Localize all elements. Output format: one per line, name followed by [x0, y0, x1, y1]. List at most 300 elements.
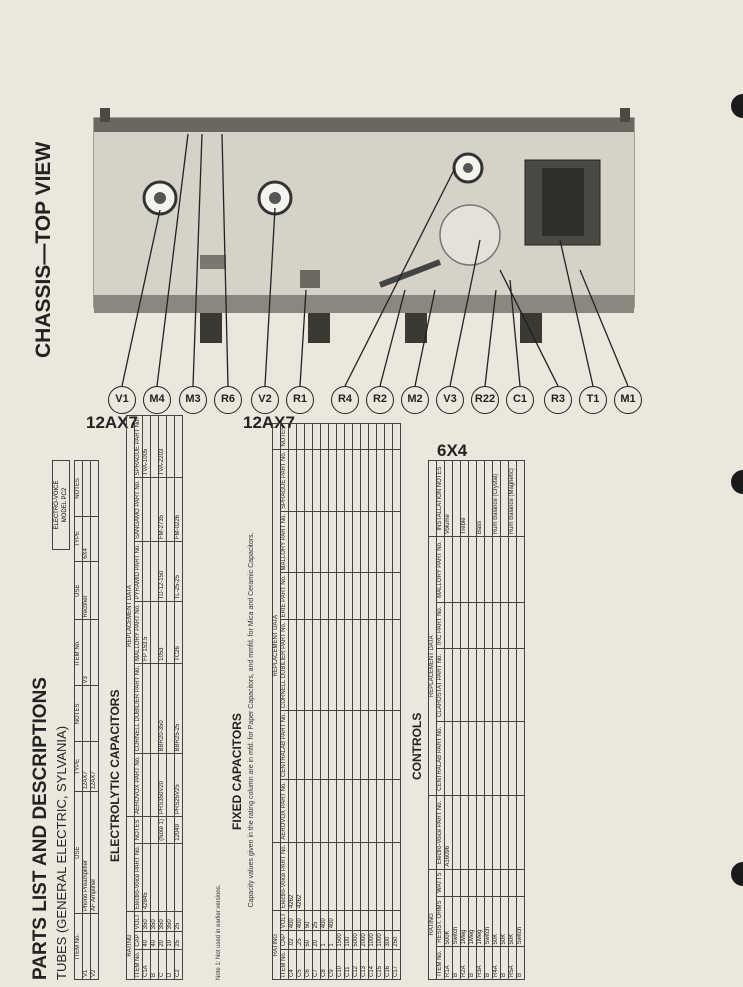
- table-cell: [297, 423, 305, 449]
- table-row: [353, 423, 361, 979]
- table-cell: [361, 842, 369, 910]
- table-cell: [151, 478, 159, 542]
- column-header: CLAROSTAT PART No.: [437, 649, 445, 722]
- table-cell: [393, 511, 401, 572]
- table-cell: [83, 686, 91, 742]
- table-cell: 1: [329, 931, 337, 949]
- table-cell: 50K: [501, 896, 509, 947]
- table-cell: 1: [321, 931, 329, 949]
- table-cell: [469, 603, 477, 649]
- table-cell: [297, 449, 305, 511]
- table-cell: [337, 780, 345, 843]
- table-cell: [361, 710, 369, 779]
- table-cell: [353, 573, 361, 620]
- table-row: [517, 461, 525, 980]
- table-cell: 50K: [509, 896, 517, 947]
- table-cell: Switch: [453, 896, 461, 947]
- table-cell: 400: [329, 911, 337, 931]
- fixed-repl-group: REPLACEMENT DATA: [273, 449, 281, 842]
- table-cell: [509, 537, 517, 603]
- table-cell: R3A: [477, 947, 485, 980]
- table-cell: [501, 461, 509, 537]
- table-cell: [509, 722, 517, 796]
- electrolytic-title: ELECTROLYTIC CAPACITORS: [108, 689, 122, 862]
- table-row: [469, 461, 477, 980]
- callout-r3: R3: [544, 386, 572, 414]
- table-row: [361, 423, 369, 979]
- model-box: ELECTRO-VOICE MODEL PC2: [52, 460, 70, 550]
- table-row: [159, 415, 167, 979]
- table-cell: [385, 620, 393, 710]
- table-cell: [345, 710, 353, 779]
- table-cell: [91, 516, 99, 561]
- table-cell: [501, 722, 509, 796]
- table-cell: [461, 603, 469, 649]
- table-cell: PRS25V25: [175, 754, 183, 817]
- table-cell: 250: [393, 931, 401, 949]
- table-cell: [393, 911, 401, 931]
- table-cell: [493, 722, 501, 796]
- table-cell: [361, 780, 369, 843]
- table-cell: [485, 796, 493, 869]
- table-row: [289, 423, 297, 979]
- table-cell: [329, 710, 337, 779]
- table-cell: [143, 663, 151, 753]
- table-cell: [445, 649, 453, 722]
- column-header: NOTES: [75, 461, 83, 517]
- binder-hole: [731, 94, 743, 118]
- table-cell: [485, 722, 493, 796]
- table-cell: [345, 842, 353, 910]
- column-header: VOLT: [281, 911, 289, 931]
- table-cell: [453, 722, 461, 796]
- table-cell: [345, 573, 353, 620]
- table-cell: [469, 649, 477, 722]
- column-header: MALLORY PART No.: [135, 602, 143, 663]
- fixed-caption: Capacity values given in the rating column are in mfd. for Paper Capacitors, and mmfd. for Mica and Ceramic Capacitors.: [248, 532, 255, 908]
- table-row: [91, 461, 99, 980]
- table-cell: C16: [385, 949, 393, 979]
- table-cell: [393, 573, 401, 620]
- table-cell: [305, 710, 313, 779]
- table-cell: [297, 573, 305, 620]
- table-cell: [393, 449, 401, 511]
- table-cell: [151, 602, 159, 663]
- table-cell: [143, 817, 151, 844]
- table-cell: [477, 649, 485, 722]
- table-cell: [305, 780, 313, 843]
- table-cell: TC26: [175, 602, 183, 663]
- table-cell: [377, 511, 385, 572]
- table-cell: AF Amplifier: [91, 792, 99, 914]
- table-cell: [313, 620, 321, 710]
- table-cell: [313, 449, 321, 511]
- callout-m2: M2: [401, 386, 429, 414]
- table-cell: [453, 537, 461, 603]
- table-row: [337, 423, 345, 979]
- column-header: PYRAMID PART No.: [135, 542, 143, 602]
- table-cell: [477, 722, 485, 796]
- table-cell: 350: [143, 912, 151, 932]
- table-cell: 12AX7: [91, 742, 99, 792]
- column-header: ITEM No.: [135, 949, 143, 979]
- table-cell: [369, 911, 377, 931]
- table-cell: 6X4: [83, 516, 91, 561]
- table-cell: 20: [313, 931, 321, 949]
- table-cell: [445, 537, 453, 603]
- table-row: [393, 423, 401, 979]
- table-cell: 42845: [143, 843, 151, 911]
- electrolytic-table: [126, 415, 183, 980]
- table-cell: 1500: [337, 931, 345, 949]
- table-cell: 1053: [159, 602, 167, 663]
- table-cell: B: [501, 947, 509, 980]
- table-cell: 25: [313, 911, 321, 931]
- table-cell: [329, 449, 337, 511]
- table-cell: [337, 573, 345, 620]
- table-cell: [393, 620, 401, 710]
- table-cell: [289, 620, 297, 710]
- table-cell: [167, 542, 175, 602]
- table-cell: [385, 710, 393, 779]
- table-cell: [385, 911, 393, 931]
- column-header: NOTES: [281, 423, 289, 449]
- table-cell: [91, 461, 99, 517]
- table-cell: [501, 649, 509, 722]
- table-cell: C11: [345, 949, 353, 979]
- table-cell: [167, 478, 175, 542]
- table-cell: C1A: [143, 949, 151, 979]
- table-cell: [305, 842, 313, 910]
- table-cell: [289, 423, 297, 449]
- table-cell: [469, 537, 477, 603]
- table-cell: TD-12-150: [159, 542, 167, 602]
- table-cell: C15: [377, 949, 385, 979]
- table-cell: [151, 754, 159, 817]
- parts-title: PARTS LIST AND DESCRIPTIONS: [30, 677, 51, 980]
- table-cell: B: [469, 947, 477, 980]
- table-row: [377, 423, 385, 979]
- table-cell: TL-25-25: [175, 542, 183, 602]
- table-cell: [393, 710, 401, 779]
- table-cell: [151, 817, 159, 844]
- column-header: Electro-Voice PART No.: [437, 796, 445, 869]
- table-cell: [469, 869, 477, 896]
- tube-label-v2: 12AX7: [243, 413, 295, 432]
- table-cell: [305, 423, 313, 449]
- table-cell: [321, 842, 329, 910]
- table-cell: [313, 842, 321, 910]
- table-cell: [461, 869, 469, 896]
- table-cell: [297, 620, 305, 710]
- table-cell: 10: [167, 932, 175, 949]
- table-cell: Phono Preamplifier: [83, 792, 91, 914]
- table-cell: 4262: [289, 842, 297, 910]
- table-cell: C13: [361, 949, 369, 979]
- table-cell: [353, 710, 361, 779]
- table-cell: [385, 780, 393, 843]
- table-cell: [329, 573, 337, 620]
- table-row: [175, 415, 183, 979]
- column-header: CENTRALAB PART No.: [437, 722, 445, 796]
- table-cell: [337, 423, 345, 449]
- table-row: [321, 423, 329, 979]
- column-header: USE: [75, 792, 83, 914]
- table-row: [151, 415, 159, 979]
- table-cell: [305, 573, 313, 620]
- table-cell: [461, 649, 469, 722]
- table-cell: [361, 911, 369, 931]
- table-row: [329, 423, 337, 979]
- table-cell: [485, 537, 493, 603]
- table-cell: 350: [167, 912, 175, 932]
- table-row: [461, 461, 469, 980]
- table-cell: [453, 603, 461, 649]
- table-cell: [321, 573, 329, 620]
- table-cell: [159, 843, 167, 911]
- table-cell: [337, 511, 345, 572]
- table-cell: 400: [289, 911, 297, 931]
- column-header: ITEM No.: [75, 620, 83, 686]
- column-header: ITEM No.: [75, 914, 83, 980]
- callout-r1: R1: [286, 386, 314, 414]
- table-cell: Switch: [517, 896, 525, 947]
- table-cell: [385, 449, 393, 511]
- table-cell: [321, 449, 329, 511]
- table-cell: [151, 415, 159, 477]
- table-cell: [517, 537, 525, 603]
- table-cell: 500K: [445, 896, 453, 947]
- table-cell: [151, 542, 159, 602]
- table-cell: [461, 537, 469, 603]
- table-cell: [509, 869, 517, 896]
- table-cell: C17: [393, 949, 401, 979]
- column-header: SANGAMO PART No.: [135, 478, 143, 542]
- table-cell: [517, 649, 525, 722]
- table-cell: PRS350V20: [159, 754, 167, 817]
- table-cell: Volume: [445, 461, 453, 537]
- table-cell: [345, 423, 353, 449]
- table-cell: R2A: [461, 947, 469, 980]
- table-cell: 1Meg: [461, 896, 469, 947]
- table-cell: [461, 796, 469, 869]
- table-cell: [337, 710, 345, 779]
- table-cell: [469, 461, 477, 537]
- controls-repl-group: REPLACEMENT DATA: [429, 537, 437, 796]
- tubes-subtitle: TUBES (GENERAL ELECTRIC, SYLVANIA): [54, 725, 69, 980]
- table-row: [477, 461, 485, 980]
- table-cell: [485, 869, 493, 896]
- table-cell: 50: [305, 931, 313, 949]
- column-header: ITEM No.: [437, 947, 445, 980]
- table-cell: D: [167, 949, 175, 979]
- table-cell: [509, 796, 517, 869]
- column-header: RESIST. OHMS: [437, 896, 445, 947]
- table-cell: [345, 780, 353, 843]
- table-cell: [313, 780, 321, 843]
- table-cell: [377, 710, 385, 779]
- table-cell: [393, 423, 401, 449]
- table-cell: [385, 511, 393, 572]
- table-cell: 50K: [493, 896, 501, 947]
- table-cell: [493, 649, 501, 722]
- table-cell: 5000: [353, 931, 361, 949]
- table-cell: C5: [297, 949, 305, 979]
- table-cell: [485, 603, 493, 649]
- table-cell: 400: [321, 911, 329, 931]
- table-cell: [305, 449, 313, 511]
- controls-title: CONTROLS: [410, 712, 424, 780]
- table-cell: 1Meg: [477, 896, 485, 947]
- table-cell: V3: [83, 620, 91, 686]
- table-cell: [517, 603, 525, 649]
- table-cell: A16096: [445, 796, 453, 869]
- table-cell: [329, 620, 337, 710]
- table-cell: [477, 796, 485, 869]
- table-cell: [369, 511, 377, 572]
- table-cell: [297, 780, 305, 843]
- column-header: CENTRALAB PART No.: [281, 710, 289, 779]
- table-cell: 25: [175, 932, 183, 949]
- table-cell: [517, 461, 525, 537]
- table-cell: [167, 663, 175, 753]
- table-cell: [353, 842, 361, 910]
- table-cell: B: [485, 947, 493, 980]
- table-cell: [143, 754, 151, 817]
- column-header: SPRAGUE PART No.: [135, 415, 143, 477]
- table-cell: [329, 511, 337, 572]
- table-cell: [501, 603, 509, 649]
- table-cell: 20: [159, 932, 167, 949]
- callout-v1: V1: [108, 386, 136, 414]
- table-cell: C7: [313, 949, 321, 979]
- table-cell: [329, 842, 337, 910]
- table-cell: [345, 449, 353, 511]
- table-cell: [167, 754, 175, 817]
- callout-t1: T1: [579, 386, 607, 414]
- table-cell: [91, 686, 99, 742]
- table-cell: FM-0226: [175, 478, 183, 542]
- table-row: [501, 461, 509, 980]
- table-cell: [493, 603, 501, 649]
- table-cell: [517, 869, 525, 896]
- table-cell: 40: [151, 932, 159, 949]
- table-cell: BBR20-350: [159, 663, 167, 753]
- table-cell: [453, 649, 461, 722]
- table-cell: [167, 843, 175, 911]
- table-cell: C4: [289, 949, 297, 979]
- table-cell: [289, 780, 297, 843]
- table-cell: [369, 449, 377, 511]
- table-cell: (Note 1): [159, 817, 167, 844]
- table-cell: [445, 722, 453, 796]
- table-cell: [385, 423, 393, 449]
- table-row: [385, 423, 393, 979]
- table-cell: [91, 561, 99, 620]
- table-cell: [509, 603, 517, 649]
- table-cell: [353, 911, 361, 931]
- table-cell: FP 153.5: [143, 602, 151, 663]
- table-cell: C: [159, 949, 167, 979]
- table-cell: 2000: [361, 931, 369, 949]
- table-cell: R1A: [445, 947, 453, 980]
- table-cell: [377, 780, 385, 843]
- table-cell: [313, 511, 321, 572]
- callout-v3: V3: [436, 386, 464, 414]
- table-cell: [453, 461, 461, 537]
- table-row: [167, 415, 175, 979]
- column-header: INSTALLATION NOTES: [437, 461, 445, 537]
- table-cell: [305, 620, 313, 710]
- table-cell: [175, 843, 183, 911]
- table-cell: [377, 911, 385, 931]
- table-cell: V2: [91, 914, 99, 980]
- table-row: [345, 423, 353, 979]
- table-cell: [321, 780, 329, 843]
- table-cell: 50: [305, 911, 313, 931]
- table-cell: C8: [321, 949, 329, 979]
- column-header: CAP: [281, 931, 289, 949]
- column-header: ERIE PART No.: [281, 573, 289, 620]
- callout-m3: M3: [179, 386, 207, 414]
- table-cell: [461, 722, 469, 796]
- table-cell: 400: [297, 911, 305, 931]
- table-row: [143, 415, 151, 979]
- table-cell: [175, 415, 183, 477]
- chassis-photo: [80, 90, 660, 420]
- table-row: [83, 461, 91, 980]
- table-cell: [377, 620, 385, 710]
- table-cell: [143, 542, 151, 602]
- callout-r4: R4: [331, 386, 359, 414]
- table-cell: 1Meg: [469, 896, 477, 947]
- binder-hole: [731, 862, 743, 886]
- table-cell: [345, 620, 353, 710]
- table-cell: [485, 461, 493, 537]
- chassis-title: CHASSIS—TOP VIEW: [32, 141, 55, 358]
- table-cell: [289, 511, 297, 572]
- table-row: [445, 461, 453, 980]
- table-cell: [377, 449, 385, 511]
- table-cell: C14: [369, 949, 377, 979]
- table-cell: [493, 537, 501, 603]
- table-cell: [321, 423, 329, 449]
- table-cell: [485, 649, 493, 722]
- table-row: [297, 423, 305, 979]
- table-cell: [377, 423, 385, 449]
- column-header: AEROVOX PART No.: [135, 754, 143, 817]
- table-cell: [353, 423, 361, 449]
- table-row: [485, 461, 493, 980]
- table-cell: [453, 796, 461, 869]
- table-cell: [477, 603, 485, 649]
- column-header: CAP: [135, 932, 143, 949]
- table-cell: [313, 423, 321, 449]
- elec-rating-group: RATING: [127, 912, 135, 980]
- table-row: [305, 423, 313, 979]
- table-cell: [393, 780, 401, 843]
- table-cell: [477, 537, 485, 603]
- table-cell: [151, 843, 159, 911]
- column-header: WATTS: [437, 869, 445, 896]
- table-cell: [337, 911, 345, 931]
- column-header: SPRAGUE PART No.: [281, 449, 289, 511]
- table-cell: V1: [83, 914, 91, 980]
- table-cell: 12AX7: [83, 742, 91, 792]
- table-cell: Treble: [461, 461, 469, 537]
- table-cell: Rum Balance (Crystal): [493, 461, 501, 537]
- fixed-table: [272, 423, 401, 980]
